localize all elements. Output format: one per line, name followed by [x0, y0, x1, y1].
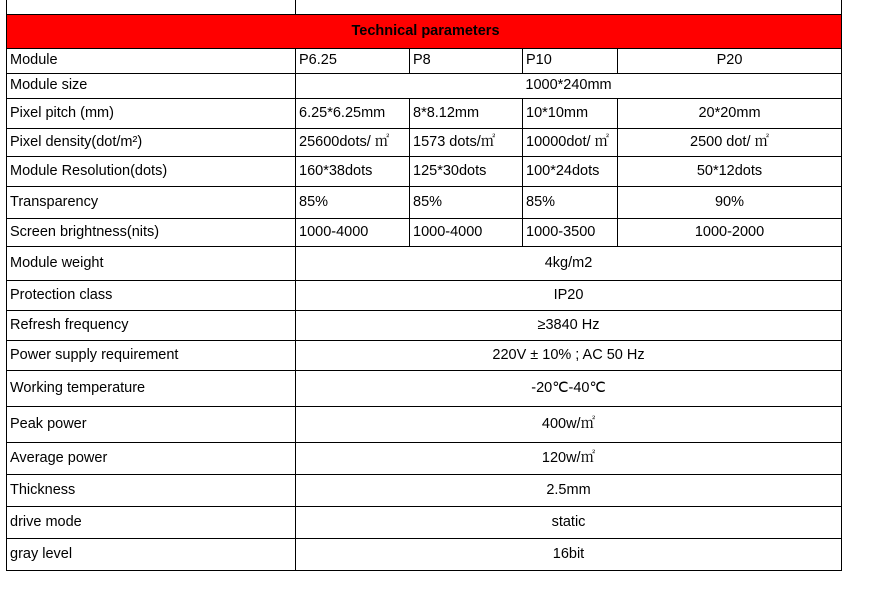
- table-title: Technical parameters: [7, 14, 842, 48]
- table-top-stub-row: [7, 0, 842, 14]
- header-cell: P6.25: [296, 48, 410, 73]
- row-label: Module size: [7, 73, 296, 98]
- row-value: 1573 dots/㎡: [410, 128, 523, 156]
- row-value: 100*24dots: [523, 156, 618, 186]
- header-cell: P20: [618, 48, 842, 73]
- row-value: 1000-3500: [523, 218, 618, 246]
- row-label: Working temperature: [7, 370, 296, 406]
- row-value: 20*20mm: [618, 98, 842, 128]
- row-value: 1000-4000: [296, 218, 410, 246]
- row-label: Module Resolution(dots): [7, 156, 296, 186]
- row-label: Power supply requirement: [7, 340, 296, 370]
- row-label: Transparency: [7, 186, 296, 218]
- row-value: 125*30dots: [410, 156, 523, 186]
- row-label: Thickness: [7, 474, 296, 506]
- row-label: Refresh frequency: [7, 310, 296, 340]
- row-label: gray level: [7, 538, 296, 570]
- row-value: 85%: [296, 186, 410, 218]
- table-row: [7, 474, 842, 506]
- row-value: 1000-2000: [618, 218, 842, 246]
- table-row: [7, 186, 842, 218]
- header-row: [7, 48, 842, 73]
- row-value: 85%: [523, 186, 618, 218]
- row-value: 10000dot/ ㎡: [523, 128, 618, 156]
- table-row: [7, 218, 842, 246]
- table-row: [7, 280, 842, 310]
- header-cell: P10: [523, 48, 618, 73]
- row-value: 50*12dots: [618, 156, 842, 186]
- row-value: 4kg/m2: [296, 246, 842, 280]
- table-row: [7, 310, 842, 340]
- row-value: static: [296, 506, 842, 538]
- table-row: [7, 442, 842, 474]
- table-row: [7, 98, 842, 128]
- row-label: Module weight: [7, 246, 296, 280]
- row-value: 120w/㎡: [296, 442, 842, 474]
- table-row: [7, 538, 842, 570]
- row-value: 2.5mm: [296, 474, 842, 506]
- table-row: [7, 340, 842, 370]
- row-value: 160*38dots: [296, 156, 410, 186]
- table-row: [7, 506, 842, 538]
- table-row: [7, 370, 842, 406]
- row-value: 2500 dot/ ㎡: [618, 128, 842, 156]
- row-value: 25600dots/ ㎡: [296, 128, 410, 156]
- row-label: Protection class: [7, 280, 296, 310]
- table-row: [7, 156, 842, 186]
- row-value: ≥3840 Hz: [296, 310, 842, 340]
- row-value: IP20: [296, 280, 842, 310]
- row-value: 6.25*6.25mm: [296, 98, 410, 128]
- row-value: 220V ± 10% ; AC 50 Hz: [296, 340, 842, 370]
- header-cell: P8: [410, 48, 523, 73]
- row-value: 400w/㎡: [296, 406, 842, 442]
- row-value: 8*8.12mm: [410, 98, 523, 128]
- row-value: 1000-4000: [410, 218, 523, 246]
- row-value: 1000*240mm: [296, 73, 842, 98]
- technical-parameters-table: [6, 0, 842, 571]
- row-value: -20℃-40℃: [296, 370, 842, 406]
- header-cell: Module: [7, 48, 296, 73]
- row-value: 90%: [618, 186, 842, 218]
- table-row: [7, 406, 842, 442]
- row-label: Average power: [7, 442, 296, 474]
- row-label: Pixel pitch (mm): [7, 98, 296, 128]
- row-label: Pixel density(dot/m²): [7, 128, 296, 156]
- row-value: 16bit: [296, 538, 842, 570]
- row-value: 85%: [410, 186, 523, 218]
- table-row: [7, 73, 842, 98]
- row-label: Peak power: [7, 406, 296, 442]
- table-title-row: [7, 14, 842, 48]
- table-row: [7, 128, 842, 156]
- row-label: Screen brightness(nits): [7, 218, 296, 246]
- stub-cell: [7, 0, 296, 14]
- stub-cell: [296, 0, 842, 14]
- table-row: [7, 246, 842, 280]
- row-value: 10*10mm: [523, 98, 618, 128]
- row-label: drive mode: [7, 506, 296, 538]
